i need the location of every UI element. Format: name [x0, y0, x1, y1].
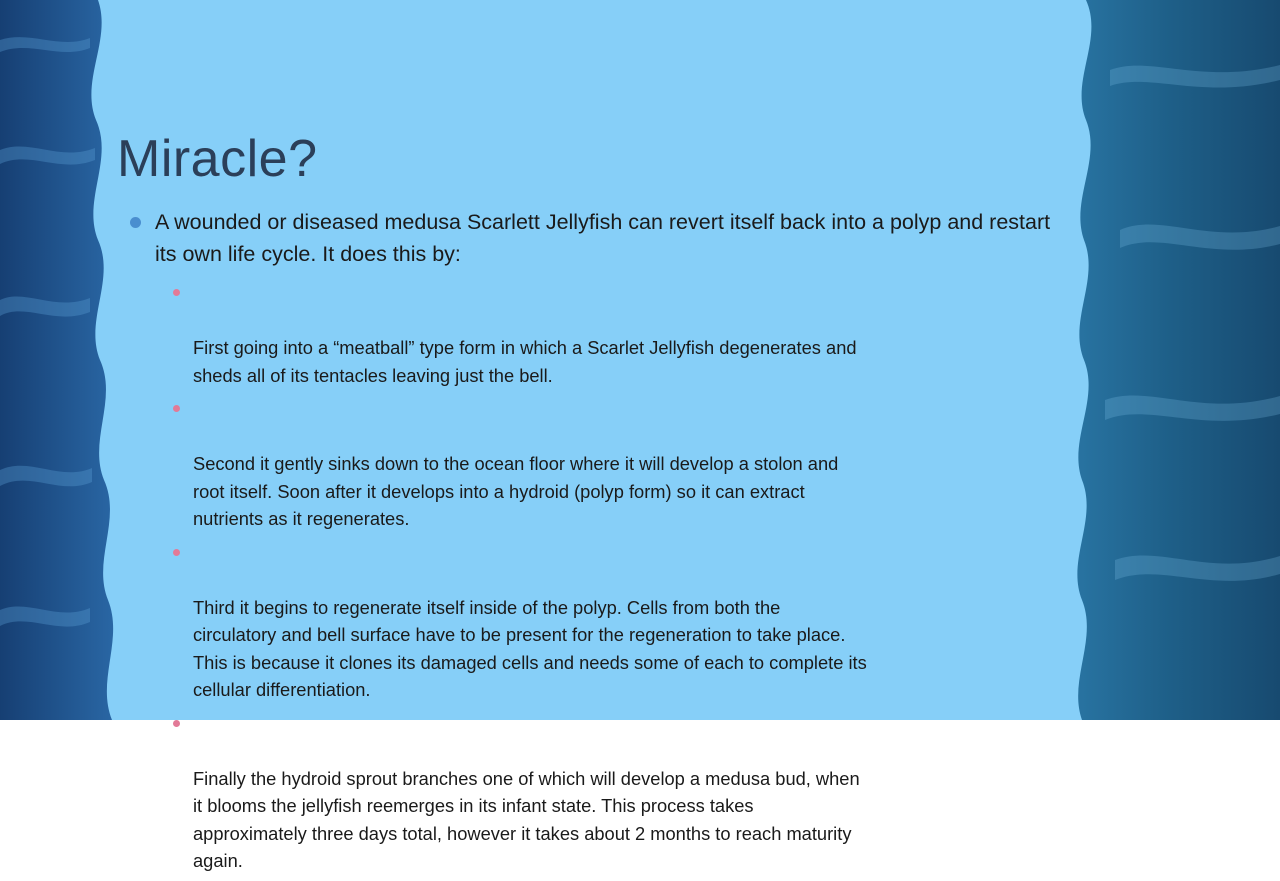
sub-bullet-text: First going into a “meatball” type form in which a Scarlet Jellyfish degenerates and sheds all of its tentacles leaving just the bell.: [193, 337, 857, 386]
sub-bullet-second: [130, 395, 1065, 533]
sub-bullet-dot-icon: [173, 289, 180, 296]
sub-bullet-third: [130, 539, 1065, 704]
sub-bullet-text: Third it begins to regenerate itself inside of the polyp. Cells from both the circulatory and bell surface have to be present for the regeneration to take place. This is because it clones its damaged cells and needs some of each to complete its cellular differentiation.: [193, 596, 867, 700]
main-bullet: [130, 206, 1065, 270]
sub-bullet-text: Finally the hydroid sprout branches one of which will develop a medusa bud, when it blooms the jellyfish reemerges in its infant state. This process takes approximately three days total, however it takes about 2 months to reach maturity again.: [193, 767, 860, 871]
slide-title: Miracle?: [117, 130, 318, 188]
sub-bullet-first: [130, 279, 1065, 389]
sub-bullet-text: Second it gently sinks down to the ocean floor where it will develop a stolon and root itself. Soon after it develops into a hydroid (polyp form) so it can extract nutrients as it regenerates.: [193, 453, 839, 529]
sub-bullet-dot-icon: [173, 405, 180, 412]
sub-bullet-dot-icon: [173, 720, 180, 727]
bullet-dot-icon: [130, 217, 141, 228]
bullet-list: [130, 206, 1065, 881]
sub-bullet-dot-icon: [173, 549, 180, 556]
sub-bullet-fourth: [130, 710, 1065, 875]
main-bullet-text: A wounded or diseased medusa Scarlett Jellyfish can revert itself back into a polyp and restart its own life cycle. It does this by:: [155, 210, 1051, 266]
